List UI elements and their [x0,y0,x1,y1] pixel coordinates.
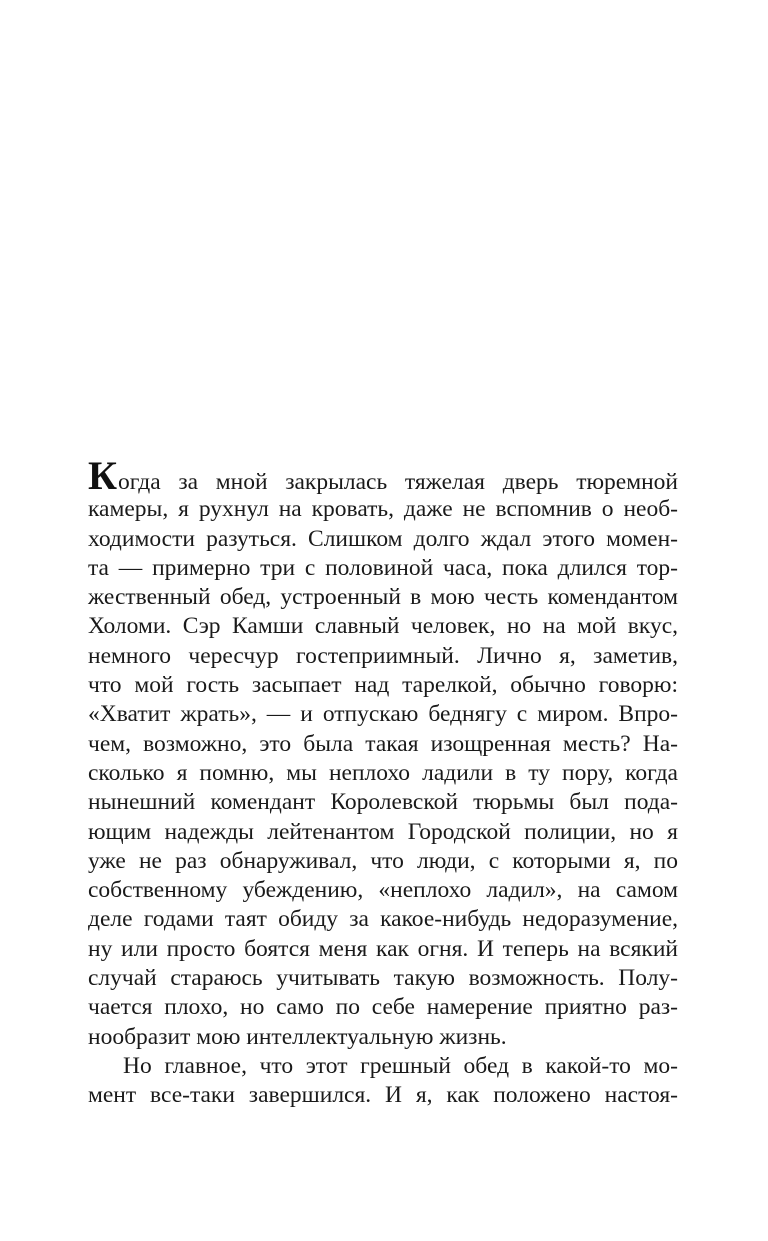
drop-cap-initial: К [88,453,118,498]
text-line [88,453,678,498]
text-line: ющим надежды лейтенантом Городской полиции, но я [88,818,678,845]
text-line: камеры, я рухнул на кровать, даже не вспомнив о необ- [88,496,678,523]
text-line: нынешний комендант Королевской тюрьмы был пода- [88,789,678,816]
paragraph-2 [88,1052,678,1111]
text-line: ну или просто боятся меня как огня. И теперь на всякий [88,935,678,962]
text-line: Но главное, что этот грешный обед в какой-то мо- [123,1052,678,1079]
text-line: немного чересчур гостеприимный. Лично я, заметив, [88,642,678,669]
text-line: нообразит мою интеллектуальную жизнь. [88,1023,507,1050]
text-line: что мой гость засыпает над тарелкой, обычно говорю: [88,672,678,699]
text-line: уже не раз обнаруживал, что люди, с которыми я, по [88,847,678,874]
text-line: чается плохо, но само по себе намерение приятно раз- [88,994,678,1021]
text-line: жественный обед, устроенный в мою честь комендантом [88,584,678,611]
text-line: сколько я помню, мы неплохо ладили в ту пору, когда [88,759,678,786]
paragraph-1 [88,453,678,1052]
body-text [88,453,678,1111]
text-line: та — примерно три с половиной часа, пока длился тор- [88,554,678,581]
text-line: собственному убеждению, «неплохо ладил», на самом [88,877,678,904]
text-line: случай стараюсь учитывать такую возможность. Полу- [88,965,678,992]
text-line: Холоми. Сэр Камши славный человек, но на мой вкус, [88,613,678,640]
text-line: мент все-таки завершился. И я, как положено настоя- [88,1082,678,1109]
text-line: «Хватит жрать», — и отпускаю беднягу с миром. Впро- [88,701,678,728]
text-line: ходимости разуться. Слишком долго ждал этого момен- [88,525,678,552]
text-line-content: огда за мной закрылась тяжелая дверь тюремной [118,469,678,495]
text-line: деле годами таят обиду за какое-нибудь недоразумение, [88,906,678,933]
text-line: чем, возможно, это была такая изощренная месть? На- [88,730,678,757]
